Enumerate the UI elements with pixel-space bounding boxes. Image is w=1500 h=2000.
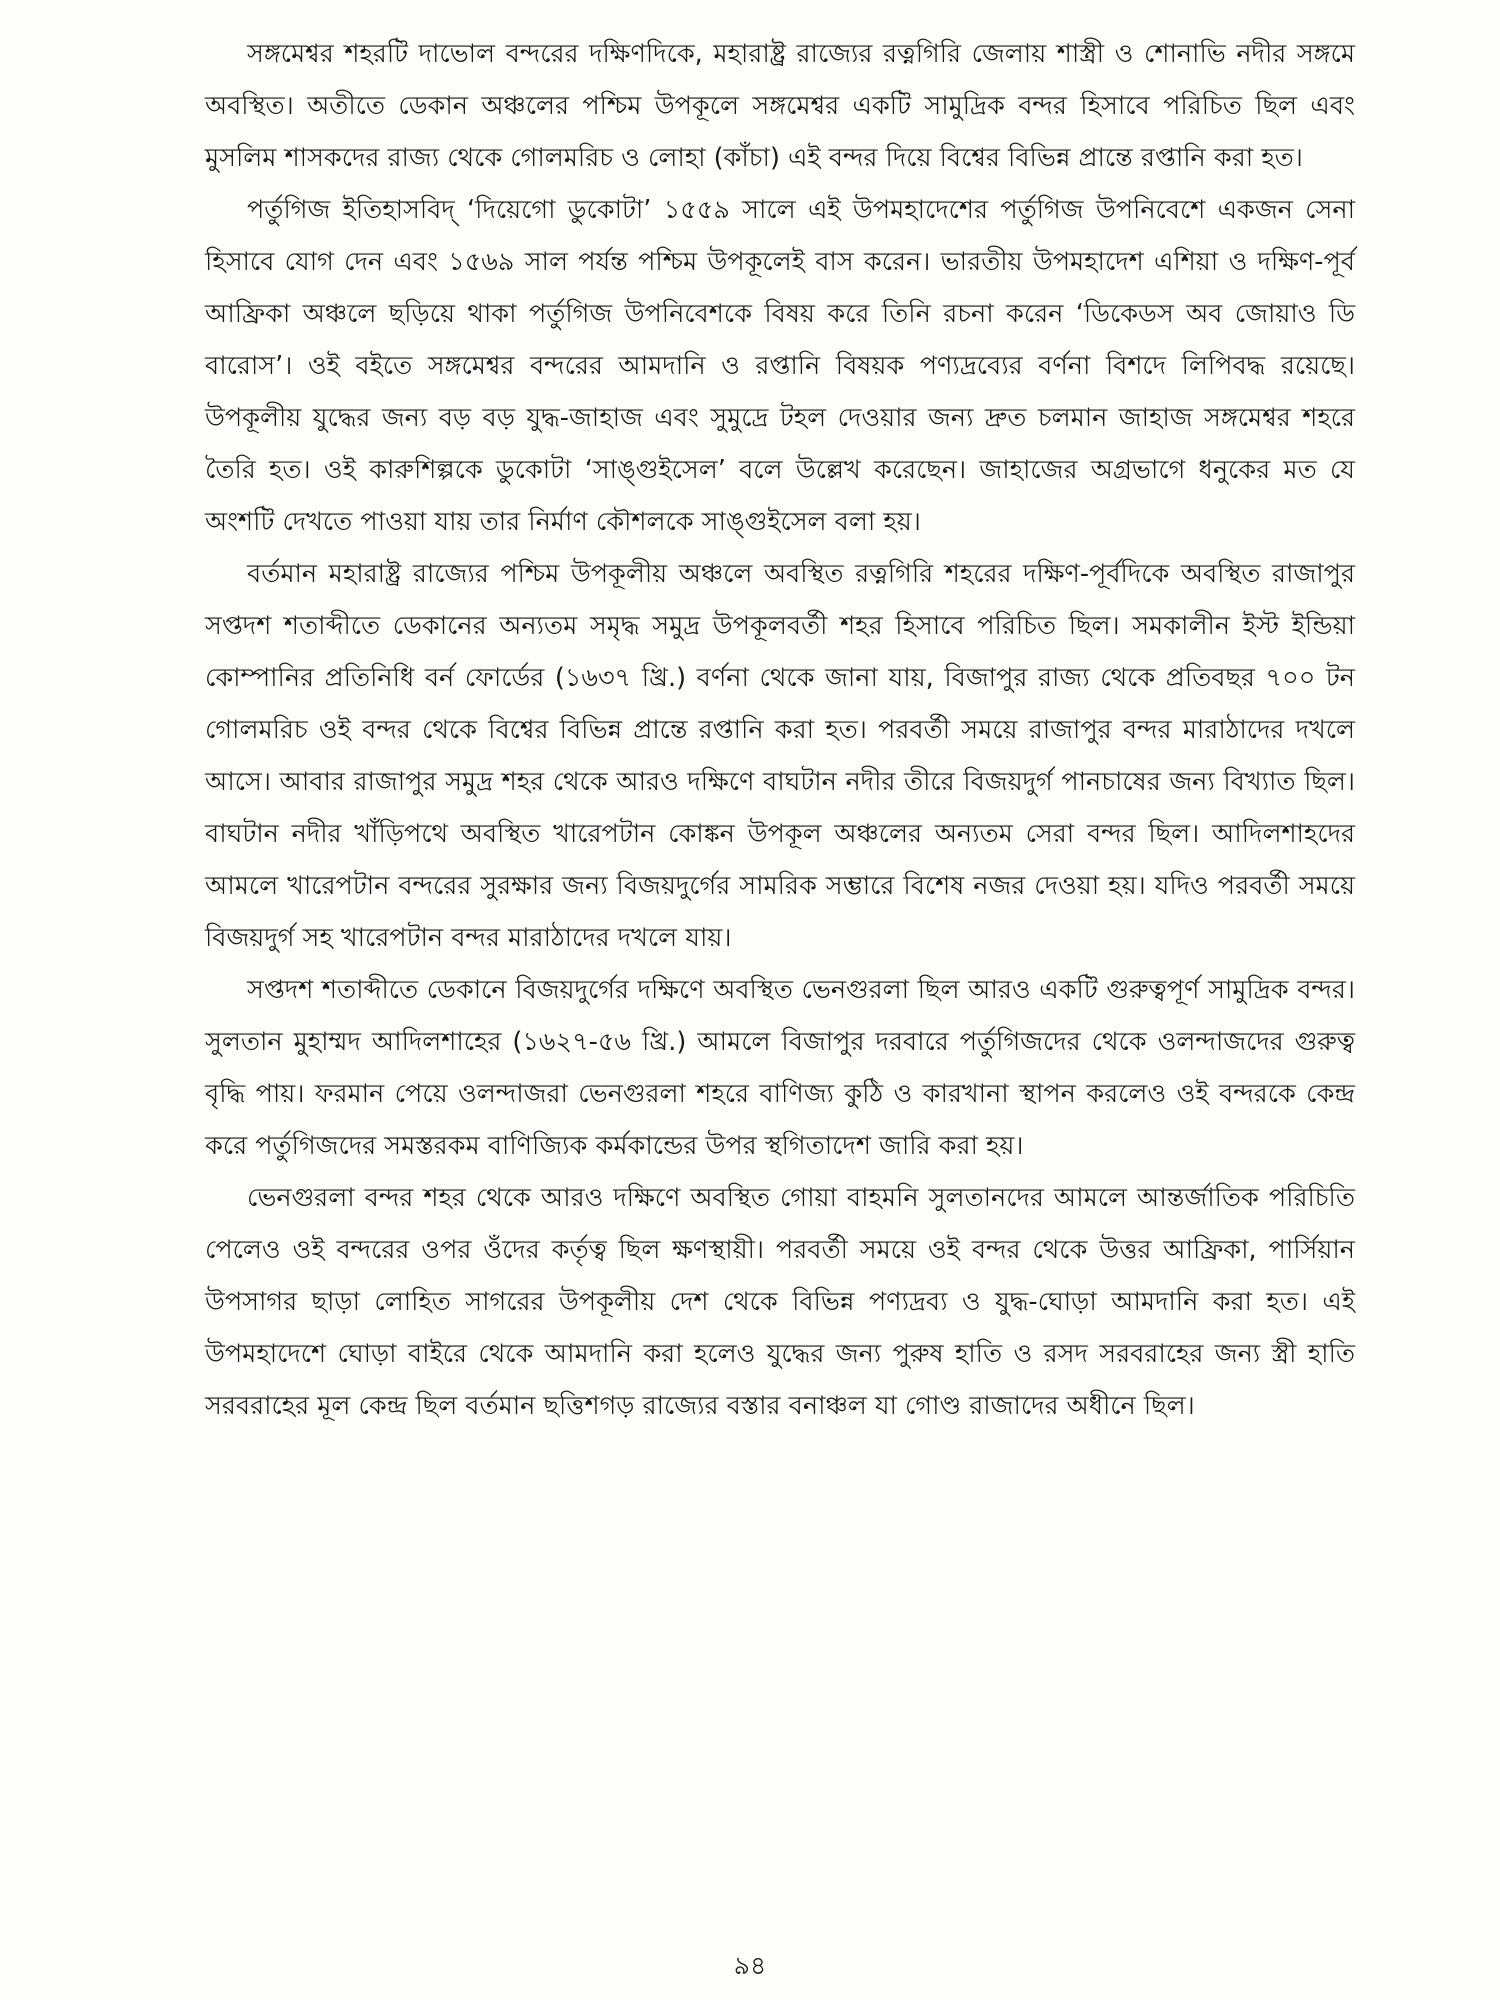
body-text bbox=[205, 28, 1355, 1432]
paragraph-goa: ভেনগুরলা বন্দর শহর থেকে আরও দক্ষিণে অবস্থিত গোয়া বাহমনি সুলতানদের আমলে আন্তর্জাতিক পরিচিতি পেলেও ওই বন্দরের ওপর ওঁদের কর্তৃত্ব ছিল ক্ষণস্থায়ী। পরবর্তী সময়ে ওই বন্দর থেকে উত্তর আফ্রিকা, পার্সিয়ান উপসাগর ছাড়া লোহিত সাগরের উপকূলীয় দেশ থেকে বিভিন্ন পণ্যদ্রব্য ও যুদ্ধ-ঘোড়া আমদানি করা হত। এই উপমহাদেশে ঘোড়া বাইরে থেকে আমদানি করা হলেও যুদ্ধের জন্য পুরুষ হাতি ও রসদ সরবরাহের জন্য স্ত্রী হাতি সরবরাহের মূল কেন্দ্র ছিল বর্তমান ছত্তিশগড় রাজ্যের বস্তার বনাঞ্চল যা গোণ্ড রাজাদের অধীনে ছিল। bbox=[205, 1183, 1355, 1421]
paragraph-sangameshwar: সঙ্গমেশ্বর শহরটি দাভোল বন্দরের দক্ষিণদিকে, মহারাষ্ট্র রাজ্যের রত্নগিরি জেলায় শাস্ত্রী ও শোনাভি নদীর সঙ্গমে অবস্থিত। অতীতে ডেকান অঞ্চলের পশ্চিম উপকূলে সঙ্গমেশ্বর একটি সামুদ্রিক বন্দর হিসাবে পরিচিত ছিল এবং মুসলিম শাসকদের রাজ্য থেকে গোলমরিচ ও লোহা (কাঁচা) এই বন্দর দিয়ে বিশ্বের বিভিন্ন প্রান্তে রপ্তানি করা হত। bbox=[205, 39, 1355, 173]
paragraph-vengurla: সপ্তদশ শতাব্দীতে ডেকানে বিজয়দুর্গের দক্ষিণে অবস্থিত ভেনগুরলা ছিল আরও একটি গুরুত্বপূর্ণ সামুদ্রিক বন্দর। সুলতান মুহাম্মদ আদিলশাহের (১৬২৭-৫৬ খ্রি.) আমলে বিজাপুর দরবারে পর্তুগিজদের থেকে ওলন্দাজদের গুরুত্ব বৃদ্ধি পায়। ফরমান পেয়ে ওলন্দাজরা ভেনগুরলা শহরে বাণিজ্য কুঠি ও কারখানা স্থাপন করলেও ওই বন্দরকে কেন্দ্র করে পর্তুগিজদের সমস্তরকম বাণিজ্যিক কর্মকান্ডের উপর স্থগিতাদেশ জারি করা হয়। bbox=[205, 975, 1355, 1161]
paragraph-diego-dukota: পর্তুগিজ ইতিহাসবিদ্ ‘দিয়েগো ডুকোটা’ ১৫৫৯ সালে এই উপমহাদেশের পর্তুগিজ উপনিবেশে একজন সেনা হিসাবে যোগ দেন এবং ১৫৬৯ সাল পর্যন্ত পশ্চিম উপকূলেই বাস করেন। ভারতীয় উপমহাদেশ এশিয়া ও দক্ষিণ-পূর্ব আফ্রিকা অঞ্চলে ছড়িয়ে থাকা পর্তুগিজ উপনিবেশকে বিষয় করে তিনি রচনা করেন ‘ডিকেডস অব জোয়াও ডি বারোস’। ওই বইতে সঙ্গমেশ্বর বন্দরের আমদানি ও রপ্তানি বিষয়ক পণ্যদ্রব্যের বর্ণনা বিশদে লিপিবদ্ধ রয়েছে। উপকূলীয় যুদ্ধের জন্য বড় বড় যুদ্ধ-জাহাজ এবং সুমুদ্রে টহল দেওয়ার জন্য দ্রুত চলমান জাহাজ সঙ্গমেশ্বর শহরে তৈরি হত। ওই কারুশিল্পকে ডুকোটা ‘সাঙ্গুইসেল’ বলে উল্লেখ করেছেন। জাহাজের অগ্রভাগে ধনুকের মত যে অংশটি দেখতে পাওয়া যায় তার নির্মাণ কৌশলকে সাঙ্গুইসেল বলা হয়। bbox=[205, 195, 1355, 537]
paragraph-rajapur: বর্তমান মহারাষ্ট্র রাজ্যের পশ্চিম উপকূলীয় অঞ্চলে অবস্থিত রত্নগিরি শহরের দক্ষিণ-পূর্বদিকে অবস্থিত রাজাপুর সপ্তদশ শতাব্দীতে ডেকানের অন্যতম সমৃদ্ধ সমুদ্র উপকূলবর্তী শহর হিসাবে পরিচিত ছিল। সমকালীন ইস্ট ইন্ডিয়া কোম্পানির প্রতিনিধি বর্ন ফোর্ডের (১৬৩৭ খ্রি.) বর্ণনা থেকে জানা যায়, বিজাপুর রাজ্য থেকে প্রতিবছর ৭০০ টন গোলমরিচ ওই বন্দর থেকে বিশ্বের বিভিন্ন প্রান্তে রপ্তানি করা হত। পরবর্তী সময়ে রাজাপুর বন্দর মারাঠাদের দখলে আসে। আবার রাজাপুর সমুদ্র শহর থেকে আরও দক্ষিণে বাঘটান নদীর তীরে বিজয়দুর্গ পানচাষের জন্য বিখ্যাত ছিল। বাঘটান নদীর খাঁড়িপথে অবস্থিত খারেপটান কোঙ্কন উপকূল অঞ্চলের অন্যতম সেরা বন্দর ছিল। আদিলশাহদের আমলে খারেপটান বন্দরের সুরক্ষার জন্য বিজয়দুর্গের সামরিক সম্ভারে বিশেষ নজর দেওয়া হয়। যদিও পরবর্তী সময়ে বিজয়দুর্গ সহ খারেপটান বন্দর মারাঠাদের দখলে যায়। bbox=[205, 559, 1355, 953]
page-number: ৯৪ bbox=[733, 1951, 767, 1980]
